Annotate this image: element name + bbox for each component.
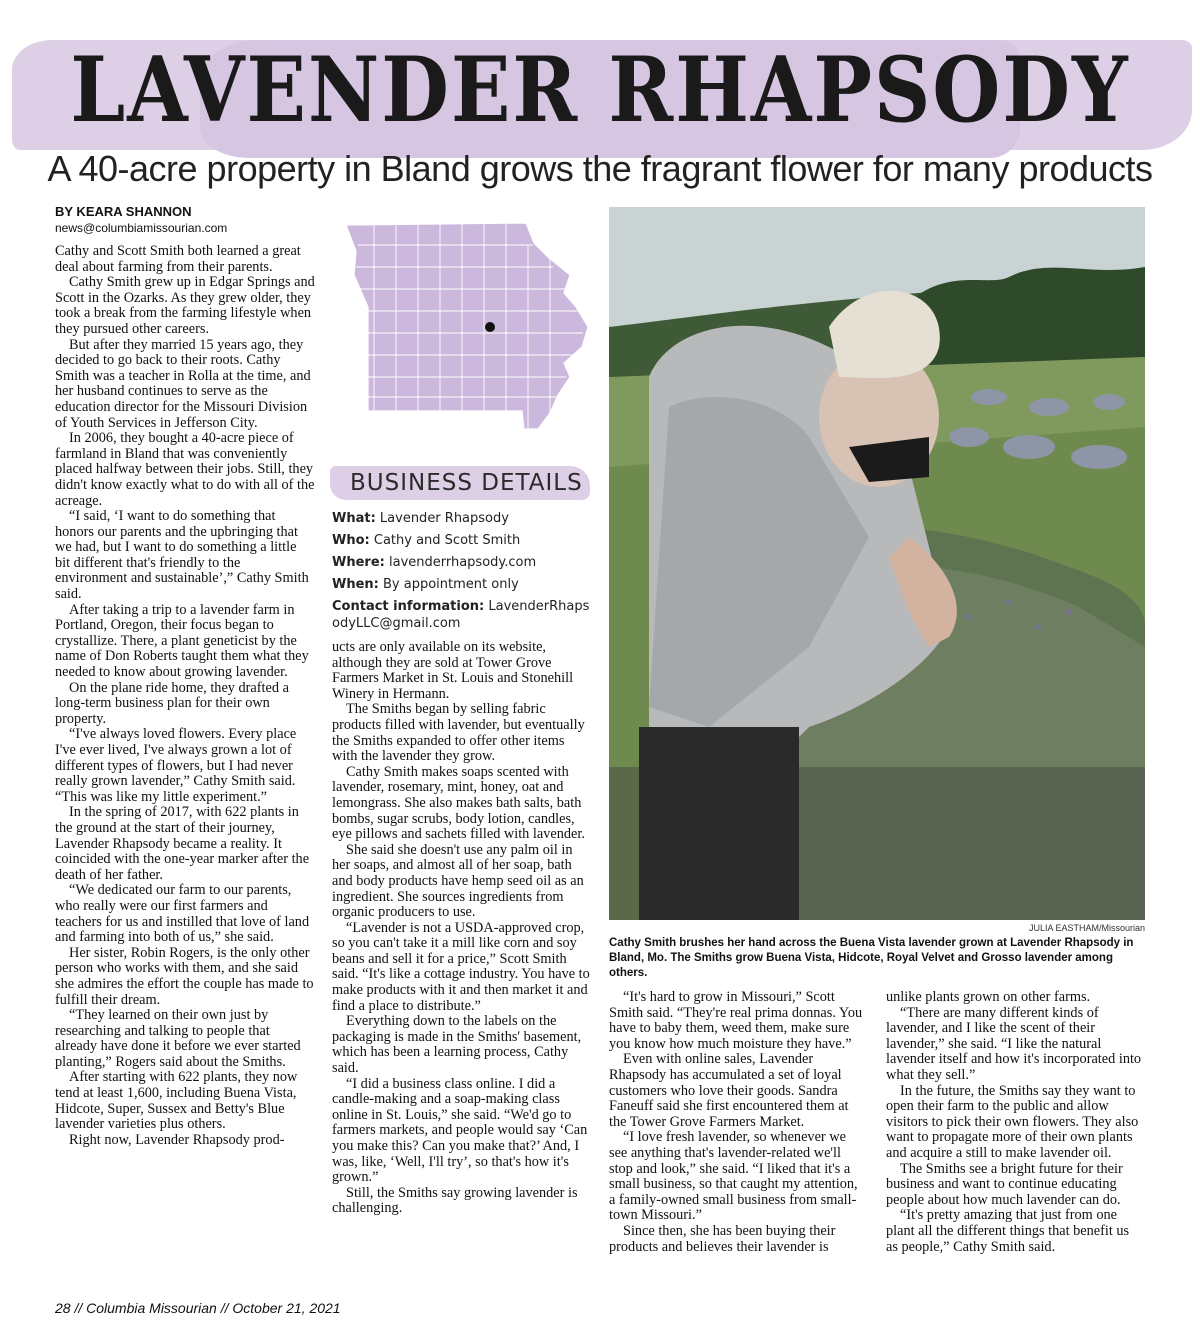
paragraph: “We dedicated our farm to our parents, who really were our first farmers and teachers for us and instilled that love of land and farming into both of us,” she said. <box>55 882 310 946</box>
label: What: <box>332 511 376 526</box>
business-details-heading: BUSINESS DETAILS <box>350 470 583 496</box>
article-column-1 <box>55 244 315 1148</box>
paragraph: She said she doesn't use any palm oil in her soaps, and almost all of her soap, bath and body products have hemp seed oil as an ingredient. She sources ingredients from organic producers to use. <box>332 841 584 921</box>
paragraph: unlike plants grown on other farms. <box>886 989 1091 1005</box>
business-who <box>332 532 594 549</box>
paragraph: “It's pretty amazing that just from one plant all the different things that benefit us as people,” Cathy Smith said. <box>886 1207 1130 1255</box>
bland-location-dot <box>485 322 495 332</box>
paragraph: The Smiths began by selling fabric products filled with lavender, but eventually the Smiths expanded to offer other items with the lavender they grow. <box>332 701 585 765</box>
value: Cathy and Scott Smith <box>373 533 521 548</box>
business-what <box>332 510 594 527</box>
subheadline: A 40-acre property in Bland grows the fragrant flower for many products <box>47 148 1153 189</box>
paragraph: “There are many different kinds of lavender, and I like the scent of their lavender,” she said. “I like the natural lavender itself and how it's incorporated into what they sell.” <box>886 1004 1142 1083</box>
paragraph: After taking a trip to a lavender farm in Portland, Oregon, their focus began to crystallize. There, a plant geneticist by the name of Don Roberts taught them what they needed to know about growing lavender. <box>55 601 309 681</box>
headline: LAVENDER RHAPSODY <box>70 38 1130 143</box>
article-column-4 <box>886 990 1144 1255</box>
business-when <box>332 576 594 593</box>
paragraph: Even with online sales, Lavender Rhapsody has accumulated a set of loyal customers who love their goods. Sandra Faneuff said she first encountered them at the Tower Grove Farmers Market. <box>609 1051 849 1130</box>
paragraph: Her sister, Robin Rogers, is the only other person who works with them, and she said she admires the effort the couple has made to fulfill their dream. <box>55 944 314 1008</box>
value: lavenderrhapsody.com <box>388 555 537 570</box>
paragraph: “I said, ‘I want to do something that honors our parents and the upbringing that we had, but I want to do something a little bit different that's friendly to the environment and sustainable’,” Cathy Smith said. <box>55 508 309 603</box>
article-column-3 <box>609 990 865 1255</box>
paragraph: “I've always loved flowers. Every place I've ever lived, I've always grown a lot of different types of flowers, but I had never really grown lavender,” Cathy Smith said. “This was like my little experiment.” <box>55 726 297 805</box>
lavender-field-photo <box>609 207 1145 920</box>
paragraph: ucts are only available on its website, although they are sold at Tower Grove Farmers Market in St. Louis and Stonehill Winery in Hermann. <box>332 639 574 702</box>
paragraph: Still, the Smiths say growing lavender is challenging. <box>332 1184 578 1217</box>
paragraph: Cathy Smith makes soaps scented with lavender, rosemary, mint, honey, oat and lemongrass. She also makes bath salts, bath bombs, sugar scrubs, body lotion, candles, eye pillows and sachets filled with lavender. <box>332 763 585 843</box>
byline: BY KEARA SHANNON <box>55 204 192 219</box>
paragraph: After starting with 622 plants, they now tend at least 1,600, including Buena Vista, Hidcote, Super, Sussex and Betty's Blue lavender varieties plus others. <box>55 1069 298 1133</box>
photo-caption: Cathy Smith brushes her hand across the Buena Vista lavender grown at Lavender Rhapsody in Bland, Mo. The Smiths grow Buena Vista, Hidcote, Royal Velvet and Grosso lavender among others. <box>609 937 1134 979</box>
paragraph: In the spring of 2017, with 622 plants in the ground at the start of their journey, Lavender Rhapsody became a reality. It coincided with the one-year marker after the death of her father. <box>55 804 310 883</box>
paragraph: In 2006, they bought a 40-acre piece of farmland in Bland that was conveniently placed halfway between their jobs. Still, they didn't know exactly what to do with all of the acreage. <box>55 430 315 509</box>
missouri-map <box>338 215 588 440</box>
paragraph: Cathy and Scott Smith both learned a great deal about farming from their parents. <box>55 243 301 275</box>
article-column-2 <box>332 640 590 1217</box>
business-contact <box>332 598 594 632</box>
label: Where: <box>332 555 385 570</box>
paragraph: Right now, Lavender Rhapsody prod- <box>69 1131 285 1148</box>
value: LavenderRhapsodyLLC@gmail.com <box>332 599 590 631</box>
paragraph: “Lavender is not a USDA-approved crop, so you can't take it a mill like corn and soy beans and sell it for a price,” Scott Smith said. “It's like a cottage industry. You have to make products with it and then market it and find a place to distribute.” <box>332 919 590 1014</box>
paragraph: The Smiths see a bright future for their business and want to continue educating people about how much lavender can do. <box>886 1160 1123 1208</box>
paragraph: In the future, the Smiths say they want to open their farm to the public and allow visitors to pick their own flowers. They also want to propagate more of their own plants and acquire a still to make lavender oil. <box>886 1082 1139 1161</box>
paragraph: “It's hard to grow in Missouri,” Scott Smith said. “They're real prima donnas. You have to baby them, weed them, make sure you know how much moisture they have.” <box>609 989 863 1052</box>
page-footer: 28 // Columbia Missourian // October 21, 2021 <box>55 1300 341 1316</box>
label: When: <box>332 577 379 592</box>
author-email: news@columbiamissourian.com <box>55 221 228 235</box>
paragraph: Since then, she has been buying their products and believes their lavender is <box>609 1222 836 1255</box>
label: Who: <box>332 533 370 548</box>
value: By appointment only <box>383 577 519 592</box>
paragraph: “They learned on their own just by researching and talking to people that already have done it before we ever started planting,” Rogers said about the Smiths. <box>55 1007 301 1070</box>
business-where <box>332 554 594 571</box>
paragraph: “I love fresh lavender, so whenever we see anything that's lavender-related we'll stop and look,” she said. “I liked that it's a small business, so that caught my attention, a family-owned small business from small-town Missouri.” <box>609 1129 858 1224</box>
paragraph: But after they married 15 years ago, they decided to go back to their roots. Cathy Smith was a teacher in Rolla at the time, and her husband continues to serve as the education director for the Missouri Division of Youth Services in Jefferson City. <box>55 336 311 431</box>
paragraph: “I did a business class online. I did a candle-making and a soap-making class online in St. Louis,” she said. “We'd go to farmers markets, and people would say ‘Can you make this? Can you make that?’ And, I was, like, ‘Well, I'll try’, so that's how it's grown.” <box>332 1075 588 1186</box>
value: Lavender Rhapsody <box>379 511 509 526</box>
label: Contact information: <box>332 599 485 614</box>
paragraph: On the plane ride home, they drafted a long-term business plan for their own property. <box>55 679 289 727</box>
photo-credit: JULIA EASTHAM/Missourian <box>1028 923 1145 933</box>
paragraph: Everything down to the labels on the packaging is made in the Smiths' basement, which has been a learning process, Cathy said. <box>332 1013 582 1077</box>
paragraph: Cathy Smith grew up in Edgar Springs and Scott in the Ozarks. As they grew older, they took a break from the farming lifestyle when they pursued other careers. <box>55 274 315 337</box>
